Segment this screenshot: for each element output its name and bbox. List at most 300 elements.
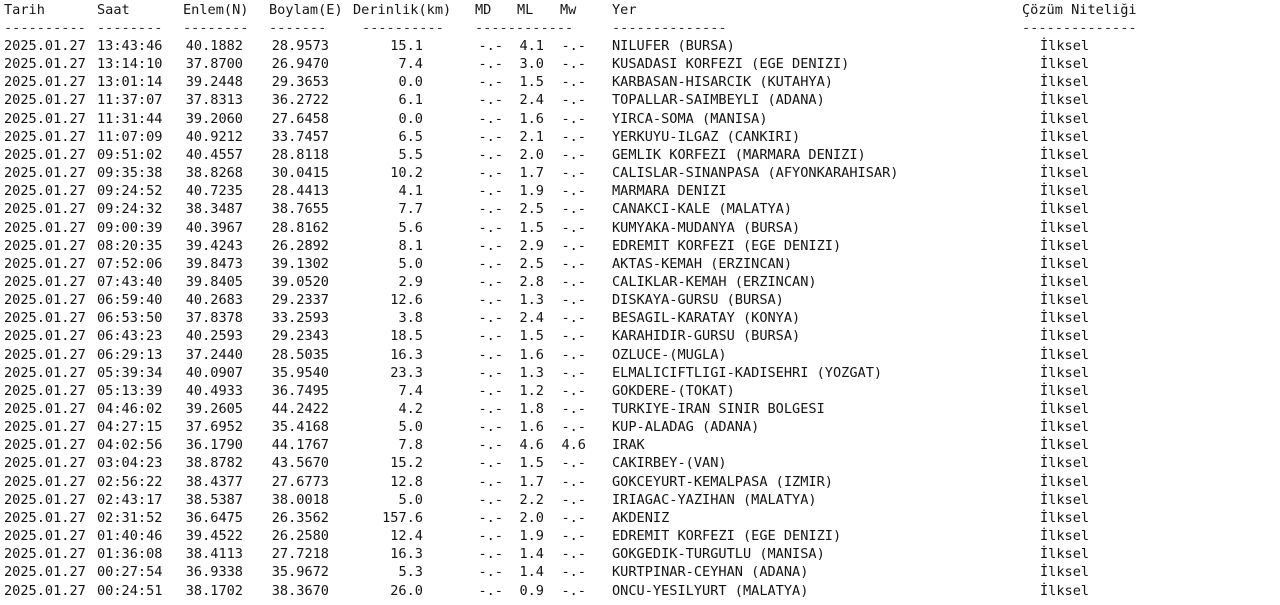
row-solution-quality: İlksel bbox=[1040, 219, 1090, 236]
row-time: 09:51:02 bbox=[97, 146, 163, 163]
row-md: -.- bbox=[478, 473, 503, 490]
row-latitude: 40.3967 bbox=[185, 219, 243, 236]
row-depth: 15.2 bbox=[390, 455, 423, 472]
row-location: ONCU-YESILYURT (MALATYA) bbox=[612, 582, 809, 599]
row-md: -.- bbox=[478, 92, 503, 109]
row-solution-quality: İlksel bbox=[1040, 455, 1090, 472]
row-longitude: 35.9672 bbox=[271, 564, 329, 581]
row-md: -.- bbox=[478, 110, 503, 127]
row-longitude: 26.3562 bbox=[271, 509, 329, 526]
row-ml: 1.7 bbox=[519, 165, 544, 182]
row-date: 2025.01.27 bbox=[4, 38, 86, 54]
header-row bbox=[0, 1, 1280, 19]
row-location: AKTAS-KEMAH (ERZINCAN) bbox=[612, 255, 793, 272]
row-time: 09:00:39 bbox=[97, 219, 163, 236]
row-latitude: 40.4933 bbox=[185, 382, 243, 399]
row-latitude: 37.2440 bbox=[185, 346, 243, 363]
row-time: 06:59:40 bbox=[97, 292, 163, 309]
separator-enlem: -------- bbox=[183, 20, 249, 36]
row-mw: -.- bbox=[561, 92, 586, 109]
row-md: -.- bbox=[478, 364, 503, 381]
table-row bbox=[0, 436, 1280, 454]
row-longitude: 27.7218 bbox=[271, 546, 329, 563]
row-ml: 1.3 bbox=[519, 364, 544, 381]
row-depth: 157.6 bbox=[382, 509, 423, 526]
row-mw: -.- bbox=[561, 183, 586, 200]
row-ml: 0.9 bbox=[519, 582, 544, 599]
table-row bbox=[0, 146, 1280, 164]
row-location: BESAGIL-KARATAY (KONYA) bbox=[612, 310, 801, 327]
row-mw: -.- bbox=[561, 310, 586, 327]
table-row bbox=[0, 491, 1280, 509]
separator-magnitude: ------------ bbox=[475, 20, 574, 36]
row-longitude: 29.2343 bbox=[271, 328, 329, 345]
row-solution-quality: İlksel bbox=[1040, 564, 1090, 581]
row-location: GOKCEYURT-KEMALPASA (IZMIR) bbox=[612, 473, 833, 490]
row-ml: 1.5 bbox=[519, 219, 544, 236]
row-longitude: 26.2892 bbox=[271, 237, 329, 254]
row-date: 2025.01.27 bbox=[4, 219, 86, 236]
row-date: 2025.01.27 bbox=[4, 491, 86, 508]
header-enlem: Enlem(N) bbox=[183, 2, 249, 18]
row-mw: -.- bbox=[561, 201, 586, 218]
row-time: 13:43:46 bbox=[97, 38, 163, 54]
table-row bbox=[0, 509, 1280, 527]
row-solution-quality: İlksel bbox=[1040, 473, 1090, 490]
row-solution-quality: İlksel bbox=[1040, 110, 1090, 127]
row-location: KUP-ALADAG (ADANA) bbox=[612, 419, 760, 436]
row-depth: 7.4 bbox=[398, 382, 423, 399]
table-row bbox=[0, 563, 1280, 581]
row-depth: 7.8 bbox=[398, 437, 423, 454]
table-row bbox=[0, 382, 1280, 400]
row-longitude: 28.5035 bbox=[271, 346, 329, 363]
row-location: KUMYAKA-MUDANYA (BURSA) bbox=[612, 219, 801, 236]
row-latitude: 38.3487 bbox=[185, 201, 243, 218]
row-longitude: 28.9573 bbox=[271, 38, 329, 54]
row-longitude: 35.4168 bbox=[271, 419, 329, 436]
row-location: EDREMIT KORFEZI (EGE DENIZI) bbox=[612, 237, 842, 254]
row-latitude: 36.6475 bbox=[185, 509, 243, 526]
row-mw: -.- bbox=[561, 255, 586, 272]
row-md: -.- bbox=[478, 38, 503, 54]
row-depth: 6.1 bbox=[398, 92, 423, 109]
row-longitude: 35.9540 bbox=[271, 364, 329, 381]
row-latitude: 38.4113 bbox=[185, 546, 243, 563]
row-depth: 2.9 bbox=[398, 273, 423, 290]
row-depth: 0.0 bbox=[398, 74, 423, 91]
row-location: NILUFER (BURSA) bbox=[612, 38, 735, 54]
row-latitude: 40.1882 bbox=[185, 38, 243, 54]
row-longitude: 44.2422 bbox=[271, 401, 329, 417]
row-longitude: 33.7457 bbox=[271, 128, 329, 145]
row-location: YERKUYU-ILGAZ (CANKIRI) bbox=[612, 128, 801, 145]
row-longitude: 38.3670 bbox=[271, 582, 329, 599]
table-row bbox=[0, 582, 1280, 600]
row-solution-quality: İlksel bbox=[1040, 346, 1090, 363]
row-location: CALIKLAR-KEMAH (ERZINCAN) bbox=[612, 273, 817, 290]
table-row bbox=[0, 237, 1280, 255]
row-depth: 6.5 bbox=[398, 128, 423, 145]
row-time: 02:56:22 bbox=[97, 473, 163, 490]
row-md: -.- bbox=[478, 546, 503, 563]
row-mw: -.- bbox=[561, 292, 586, 309]
table-row bbox=[0, 327, 1280, 345]
row-ml: 4.6 bbox=[519, 437, 544, 454]
row-mw: -.- bbox=[561, 455, 586, 472]
row-time: 13:01:14 bbox=[97, 74, 163, 91]
row-md: -.- bbox=[478, 419, 503, 436]
row-location: GOKGEDIK-TURGUTLU (MANISA) bbox=[612, 546, 825, 563]
row-mw: -.- bbox=[561, 364, 586, 381]
row-ml: 1.9 bbox=[519, 183, 544, 200]
row-latitude: 38.8782 bbox=[185, 455, 243, 472]
row-mw: -.- bbox=[561, 56, 586, 73]
row-date: 2025.01.27 bbox=[4, 146, 86, 163]
table-row bbox=[0, 527, 1280, 545]
row-date: 2025.01.27 bbox=[4, 528, 86, 545]
row-location: KUSADASI KORFEZI (EGE DENIZI) bbox=[612, 56, 850, 73]
row-longitude: 26.2580 bbox=[271, 528, 329, 545]
row-longitude: 27.6773 bbox=[271, 473, 329, 490]
row-longitude: 39.0520 bbox=[271, 273, 329, 290]
row-longitude: 33.2593 bbox=[271, 310, 329, 327]
row-solution-quality: İlksel bbox=[1040, 292, 1090, 309]
row-latitude: 39.2605 bbox=[185, 401, 243, 417]
row-md: -.- bbox=[478, 382, 503, 399]
row-time: 01:40:46 bbox=[97, 528, 163, 545]
row-solution-quality: İlksel bbox=[1040, 509, 1090, 526]
separator-derinlik: ---------- bbox=[362, 20, 444, 36]
row-solution-quality: İlksel bbox=[1040, 237, 1090, 254]
table-row bbox=[0, 55, 1280, 73]
row-latitude: 38.8268 bbox=[185, 165, 243, 182]
row-mw: -.- bbox=[561, 273, 586, 290]
row-depth: 16.3 bbox=[390, 546, 423, 563]
table-row bbox=[0, 182, 1280, 200]
separator-tarih: ---------- bbox=[4, 20, 86, 36]
table-row bbox=[0, 110, 1280, 128]
row-date: 2025.01.27 bbox=[4, 509, 86, 526]
header-ml: ML bbox=[517, 2, 534, 18]
row-latitude: 39.2060 bbox=[185, 110, 243, 127]
table-row bbox=[0, 273, 1280, 291]
table-row bbox=[0, 73, 1280, 91]
row-depth: 5.3 bbox=[398, 564, 423, 581]
row-ml: 1.3 bbox=[519, 292, 544, 309]
table-row bbox=[0, 400, 1280, 418]
row-mw: -.- bbox=[561, 546, 586, 563]
row-time: 06:53:50 bbox=[97, 310, 163, 327]
row-longitude: 39.1302 bbox=[271, 255, 329, 272]
row-md: -.- bbox=[478, 310, 503, 327]
row-location: KARAHIDIR-GURSU (BURSA) bbox=[612, 328, 801, 345]
row-depth: 7.7 bbox=[398, 201, 423, 218]
row-solution-quality: İlksel bbox=[1040, 201, 1090, 218]
row-md: -.- bbox=[478, 201, 503, 218]
row-location: GEMLIK KORFEZI (MARMARA DENIZI) bbox=[612, 146, 866, 163]
row-date: 2025.01.27 bbox=[4, 546, 86, 563]
header-cozum: Çözüm Niteliği bbox=[1022, 2, 1137, 18]
row-latitude: 37.8378 bbox=[185, 310, 243, 327]
row-date: 2025.01.27 bbox=[4, 128, 86, 145]
row-date: 2025.01.27 bbox=[4, 74, 86, 91]
row-time: 07:43:40 bbox=[97, 273, 163, 290]
row-latitude: 40.7235 bbox=[185, 183, 243, 200]
row-ml: 2.2 bbox=[519, 491, 544, 508]
row-solution-quality: İlksel bbox=[1040, 328, 1090, 345]
row-time: 09:35:38 bbox=[97, 165, 163, 182]
row-mw: -.- bbox=[561, 328, 586, 345]
row-solution-quality: İlksel bbox=[1040, 364, 1090, 381]
row-md: -.- bbox=[478, 401, 503, 417]
row-depth: 18.5 bbox=[390, 328, 423, 345]
row-date: 2025.01.27 bbox=[4, 165, 86, 182]
separator-boylam: ------- bbox=[269, 20, 327, 36]
row-mw: -.- bbox=[561, 564, 586, 581]
row-ml: 1.9 bbox=[519, 528, 544, 545]
row-location: KURTPINAR-CEYHAN (ADANA) bbox=[612, 564, 809, 581]
row-time: 09:24:52 bbox=[97, 183, 163, 200]
row-mw: -.- bbox=[561, 346, 586, 363]
header-tarih: Tarih bbox=[4, 2, 45, 18]
row-md: -.- bbox=[478, 528, 503, 545]
row-latitude: 40.2593 bbox=[185, 328, 243, 345]
row-time: 04:46:02 bbox=[97, 401, 163, 417]
row-solution-quality: İlksel bbox=[1040, 546, 1090, 563]
row-ml: 1.6 bbox=[519, 110, 544, 127]
row-ml: 2.9 bbox=[519, 237, 544, 254]
row-longitude: 28.8118 bbox=[271, 146, 329, 163]
table-row bbox=[0, 200, 1280, 218]
row-mw: -.- bbox=[561, 528, 586, 545]
header-md: MD bbox=[475, 2, 492, 18]
row-depth: 26.0 bbox=[390, 582, 423, 599]
row-depth: 12.4 bbox=[390, 528, 423, 545]
table-row bbox=[0, 164, 1280, 182]
row-md: -.- bbox=[478, 146, 503, 163]
row-date: 2025.01.27 bbox=[4, 183, 86, 200]
row-latitude: 40.9212 bbox=[185, 128, 243, 145]
row-md: -.- bbox=[478, 582, 503, 599]
row-date: 2025.01.27 bbox=[4, 201, 86, 218]
row-date: 2025.01.27 bbox=[4, 273, 86, 290]
row-location: DISKAYA-GURSU (BURSA) bbox=[612, 292, 784, 309]
row-longitude: 29.3653 bbox=[271, 74, 329, 91]
row-ml: 2.1 bbox=[519, 128, 544, 145]
row-time: 04:27:15 bbox=[97, 419, 163, 436]
row-solution-quality: İlksel bbox=[1040, 419, 1090, 436]
row-md: -.- bbox=[478, 219, 503, 236]
row-date: 2025.01.27 bbox=[4, 255, 86, 272]
separator-saat: -------- bbox=[97, 20, 163, 36]
row-ml: 2.5 bbox=[519, 201, 544, 218]
row-location: CAKIRBEY-(VAN) bbox=[612, 455, 727, 472]
row-location: MARMARA DENIZI bbox=[612, 183, 727, 200]
row-mw: -.- bbox=[561, 237, 586, 254]
row-mw: 4.6 bbox=[561, 437, 586, 454]
row-location: EDREMIT KORFEZI (EGE DENIZI) bbox=[612, 528, 842, 545]
row-solution-quality: İlksel bbox=[1040, 491, 1090, 508]
row-ml: 1.4 bbox=[519, 564, 544, 581]
row-depth: 4.1 bbox=[398, 183, 423, 200]
table-row bbox=[0, 291, 1280, 309]
row-depth: 15.1 bbox=[390, 38, 423, 54]
row-mw: -.- bbox=[561, 509, 586, 526]
row-mw: -.- bbox=[561, 146, 586, 163]
row-ml: 1.5 bbox=[519, 328, 544, 345]
row-latitude: 39.8473 bbox=[185, 255, 243, 272]
table-row bbox=[0, 346, 1280, 364]
row-md: -.- bbox=[478, 273, 503, 290]
row-longitude: 30.0415 bbox=[271, 165, 329, 182]
row-ml: 1.5 bbox=[519, 455, 544, 472]
row-latitude: 37.6952 bbox=[185, 419, 243, 436]
row-md: -.- bbox=[478, 491, 503, 508]
row-ml: 4.1 bbox=[519, 38, 544, 54]
row-ml: 1.2 bbox=[519, 382, 544, 399]
row-time: 00:24:51 bbox=[97, 582, 163, 599]
row-ml: 2.8 bbox=[519, 273, 544, 290]
header-derinlik: Derinlik(km) bbox=[353, 2, 452, 18]
row-depth: 12.8 bbox=[390, 473, 423, 490]
row-time: 11:31:44 bbox=[97, 110, 163, 127]
table-row bbox=[0, 454, 1280, 472]
row-depth: 23.3 bbox=[390, 364, 423, 381]
row-date: 2025.01.27 bbox=[4, 382, 86, 399]
header-mw: Mw bbox=[560, 2, 577, 18]
row-depth: 10.2 bbox=[390, 165, 423, 182]
row-solution-quality: İlksel bbox=[1040, 56, 1090, 73]
row-date: 2025.01.27 bbox=[4, 437, 86, 454]
row-ml: 1.5 bbox=[519, 74, 544, 91]
row-latitude: 36.1790 bbox=[185, 437, 243, 454]
row-ml: 1.7 bbox=[519, 473, 544, 490]
row-time: 07:52:06 bbox=[97, 255, 163, 272]
row-date: 2025.01.27 bbox=[4, 92, 86, 109]
row-depth: 8.1 bbox=[398, 237, 423, 254]
row-mw: -.- bbox=[561, 401, 586, 417]
table-row bbox=[0, 545, 1280, 563]
table-row bbox=[0, 219, 1280, 237]
row-longitude: 28.4413 bbox=[271, 183, 329, 200]
row-time: 06:29:13 bbox=[97, 346, 163, 363]
row-ml: 2.0 bbox=[519, 509, 544, 526]
row-md: -.- bbox=[478, 56, 503, 73]
header-yer: Yer bbox=[612, 2, 637, 18]
row-location: CANAKCI-KALE (MALATYA) bbox=[612, 201, 793, 218]
row-md: -.- bbox=[478, 237, 503, 254]
row-latitude: 38.4377 bbox=[185, 473, 243, 490]
row-time: 02:43:17 bbox=[97, 491, 163, 508]
row-longitude: 36.2722 bbox=[271, 92, 329, 109]
row-latitude: 39.2448 bbox=[185, 74, 243, 91]
row-longitude: 36.7495 bbox=[271, 382, 329, 399]
row-solution-quality: İlksel bbox=[1040, 74, 1090, 91]
row-date: 2025.01.27 bbox=[4, 310, 86, 327]
table-row bbox=[0, 309, 1280, 327]
table-row bbox=[0, 128, 1280, 146]
row-latitude: 39.4522 bbox=[185, 528, 243, 545]
row-solution-quality: İlksel bbox=[1040, 165, 1090, 182]
row-md: -.- bbox=[478, 128, 503, 145]
row-solution-quality: İlksel bbox=[1040, 255, 1090, 272]
row-solution-quality: İlksel bbox=[1040, 128, 1090, 145]
row-location: TOPALLAR-SAIMBEYLI (ADANA) bbox=[612, 92, 825, 109]
row-depth: 5.0 bbox=[398, 255, 423, 272]
row-md: -.- bbox=[478, 165, 503, 182]
row-location: IRAK bbox=[612, 437, 645, 454]
row-time: 13:14:10 bbox=[97, 56, 163, 73]
row-latitude: 38.1702 bbox=[185, 582, 243, 599]
row-time: 03:04:23 bbox=[97, 455, 163, 472]
row-md: -.- bbox=[478, 455, 503, 472]
row-time: 05:39:34 bbox=[97, 364, 163, 381]
row-latitude: 37.8700 bbox=[185, 56, 243, 73]
row-md: -.- bbox=[478, 328, 503, 345]
row-time: 05:13:39 bbox=[97, 382, 163, 399]
row-location: TURKIYE-IRAN SINIR BOLGESI bbox=[612, 401, 825, 417]
row-latitude: 40.2683 bbox=[185, 292, 243, 309]
row-md: -.- bbox=[478, 564, 503, 581]
row-mw: -.- bbox=[561, 582, 586, 599]
row-mw: -.- bbox=[561, 165, 586, 182]
row-mw: -.- bbox=[561, 419, 586, 436]
row-depth: 4.2 bbox=[398, 401, 423, 417]
row-ml: 3.0 bbox=[519, 56, 544, 73]
row-longitude: 28.8162 bbox=[271, 219, 329, 236]
row-ml: 2.5 bbox=[519, 255, 544, 272]
row-ml: 2.4 bbox=[519, 310, 544, 327]
row-date: 2025.01.27 bbox=[4, 292, 86, 309]
row-time: 04:02:56 bbox=[97, 437, 163, 454]
header-saat: Saat bbox=[97, 2, 130, 18]
row-solution-quality: İlksel bbox=[1040, 528, 1090, 545]
row-mw: -.- bbox=[561, 219, 586, 236]
row-time: 08:20:35 bbox=[97, 237, 163, 254]
row-location: ELMALICIFTLIGI-KADISEHRI (YOZGAT) bbox=[612, 364, 883, 381]
row-depth: 5.6 bbox=[398, 219, 423, 236]
header-boylam: Boylam(E) bbox=[269, 2, 343, 18]
row-date: 2025.01.27 bbox=[4, 237, 86, 254]
row-time: 02:31:52 bbox=[97, 509, 163, 526]
row-depth: 12.6 bbox=[390, 292, 423, 309]
row-mw: -.- bbox=[561, 491, 586, 508]
table-row bbox=[0, 364, 1280, 382]
row-ml: 1.6 bbox=[519, 419, 544, 436]
row-date: 2025.01.27 bbox=[4, 419, 86, 436]
table-row bbox=[0, 255, 1280, 273]
row-location: KARBASAN-HISARCIK (KUTAHYA) bbox=[612, 74, 833, 91]
row-date: 2025.01.27 bbox=[4, 364, 86, 381]
row-latitude: 37.8313 bbox=[185, 92, 243, 109]
row-ml: 2.4 bbox=[519, 92, 544, 109]
row-depth: 0.0 bbox=[398, 110, 423, 127]
row-date: 2025.01.27 bbox=[4, 401, 86, 417]
row-mw: -.- bbox=[561, 38, 586, 54]
separator-cozum: -------------- bbox=[1022, 20, 1137, 36]
row-location: CALISLAR-SINANPASA (AFYONKARAHISAR) bbox=[612, 165, 899, 182]
row-longitude: 44.1767 bbox=[271, 437, 329, 454]
table-row bbox=[0, 473, 1280, 491]
row-depth: 3.8 bbox=[398, 310, 423, 327]
row-solution-quality: İlksel bbox=[1040, 183, 1090, 200]
row-location: YIRCA-SOMA (MANISA) bbox=[612, 110, 768, 127]
row-ml: 1.8 bbox=[519, 401, 544, 417]
row-md: -.- bbox=[478, 292, 503, 309]
row-md: -.- bbox=[478, 74, 503, 91]
row-md: -.- bbox=[478, 437, 503, 454]
